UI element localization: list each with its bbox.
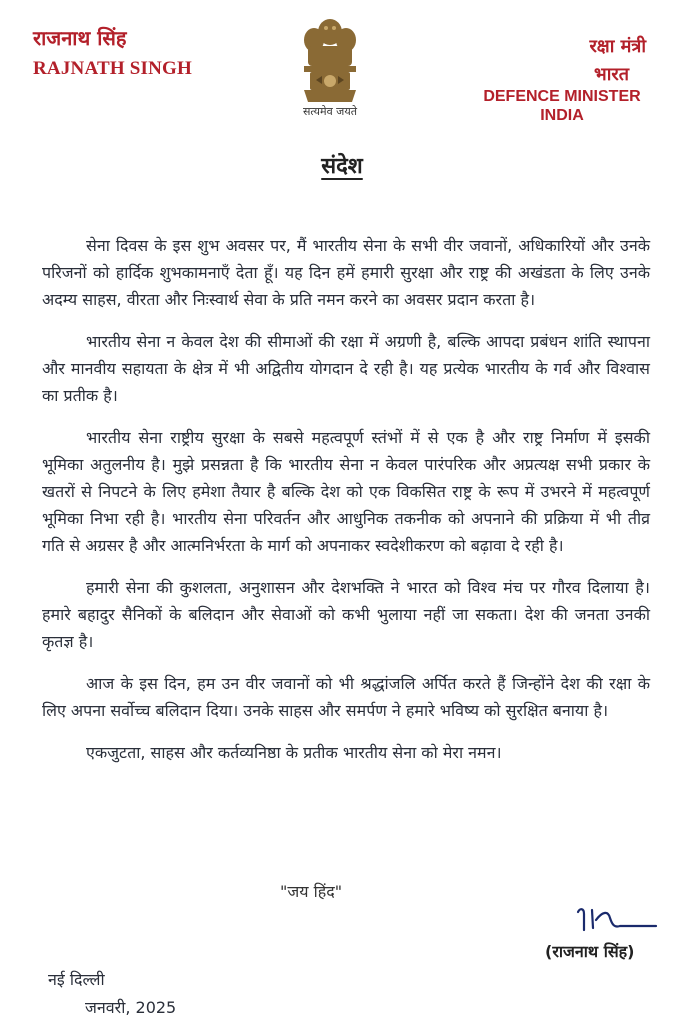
country-hindi: भारत [594,64,629,85]
place: नई दिल्ली [48,970,105,989]
page-title [0,150,684,180]
national-emblem-icon [290,10,370,105]
signatory-name: (राजनाथ सिंह) [545,942,635,961]
country-english: INDIA [540,107,584,124]
sender-name-hindi: राजनाथ सिंह [33,26,127,50]
message-heading: संदेश [321,154,363,179]
designation-english-block [452,87,672,125]
paragraph: सेना दिवस के इस शुभ अवसर पर, मैं भारतीय सेना के सभी वीर जवानों, अधिकारियों और उनके परिजनों को हार्दिक शुभकामनाएँ देता हूँ। यह दिन हमें हमारी सुरक्षा और राष्ट्र की अखंडता के लिए उनके अदम्य साहस, वीरता और निःस्वार्थ सेवा के प्रति नमन करने का अवसर प्रदान करता है। [42,236,650,309]
paragraph: भारतीय सेना न केवल देश की सीमाओं की रक्षा में अग्रणी है, बल्कि आपदा प्रबंधन शांति स्थापना और मानवीय सहायता के क्षेत्र में भी अद्वितीय योगदान दे रही है। यह प्रत्येक भारतीय के गर्व और विश्वास का प्रतीक है। [42,332,650,405]
sender-name-english: RAJNATH SINGH [33,58,193,79]
message-body [42,232,650,781]
emblem-motto: सत्यमेव जयते [302,105,357,118]
date: जनवरी, 2025 [85,998,177,1017]
paragraph: एकजुटता, साहस और कर्तव्यनिष्ठा के प्रतीक भारतीय सेना को मेरा नमन। [86,743,502,762]
designation-english: DEFENCE MINISTER [483,88,641,105]
paragraph: भारतीय सेना राष्ट्रीय सुरक्षा के सबसे महत्वपूर्ण स्तंभों में से एक है और राष्ट्र निर्माण में इसकी भूमिका अतुलनीय है। मुझे प्रसन्नता है कि भारतीय सेना न केवल पारंपरिक और अप्रत्यक्ष सभी प्रकार के खतरों से निपटने के लिए हमेशा तैयार है बल्कि देश को एक विकसित राष्ट्र के रूप में उभरने में महत्वपूर्ण भूमिका निभा रही है। भारतीय सेना परिवर्तन और आधुनिक तकनीक को अपनाने की प्रक्रिया में भी तीव्र गति से अग्रसर है और आत्मनिर्भरता के मार्ग को अपनाकर स्वदेशीकरण को बढ़ावा दे रही है। [42,428,650,555]
paragraph: हमारी सेना की कुशलता, अनुशासन और देशभक्ति ने भारत को विश्व मंच पर गौरव दिलाया है। हमारे बहादुर सैनिकों के बलिदान और सेवाओं को कभी भुलाया नहीं जा सकता। देश की जनता उनकी कृतज्ञ है। [42,578,650,651]
paragraph: आज के इस दिन, हम उन वीर जवानों को भी श्रद्धांजलि अर्पित करते हैं जिन्होंने देश की रक्षा के लिए अपना सर्वोच्च बलिदान दिया। उनके साहस और समर्पण ने हमारे भविष्य को सुरक्षित बनाया है। [42,674,650,720]
handwritten-signature-icon [572,898,662,938]
jai-hind: "जय हिंद" [280,882,343,901]
designation-hindi: रक्षा मंत्री [589,36,646,57]
